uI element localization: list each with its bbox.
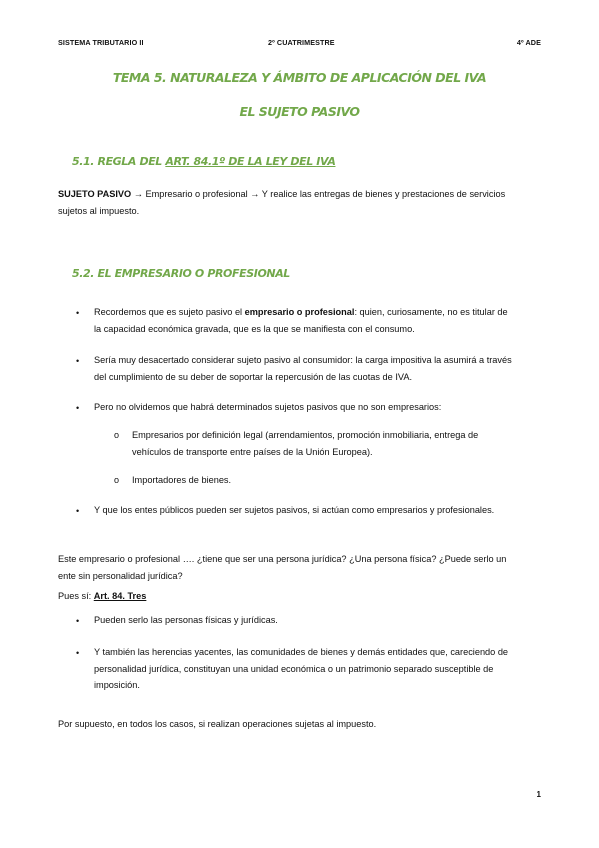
section-heading-prefix: 5.1. REGLA DEL xyxy=(72,155,166,168)
question-paragraph: Este empresario o profesional …. ¿tiene que ser una persona jurídica? ¿Una persona física? ¿Puede serlo un ente sin personalidad jurídica? xyxy=(58,554,507,581)
article-reference-link[interactable]: ART. 84.1º DE LA LEY DEL IVA xyxy=(165,155,336,168)
definition-line-2: sujetos al impuesto. xyxy=(58,205,140,216)
list-item: Y que los entes públicos pueden ser sujetos pasivos, si actúan como empresarios y profesionales. xyxy=(94,505,495,515)
section-heading-5-1 xyxy=(72,155,335,168)
bullet-icon: • xyxy=(76,403,80,413)
bullet-icon: • xyxy=(76,356,80,366)
page-number: 1 xyxy=(536,790,541,799)
empresario-term: empresario o profesional xyxy=(244,307,355,317)
section-heading-5-2: 5.2. EL EMPRESARIO O PROFESIONAL xyxy=(72,267,290,280)
header-course: 4º ADE xyxy=(516,38,541,47)
header-subject: SISTEMA TRIBUTARIO II xyxy=(58,38,144,47)
closing-paragraph: Por supuesto, en todos los casos, si realizan operaciones sujetas al impuesto. xyxy=(58,719,377,729)
sub-list-item: Empresarios por definición legal (arrendamientos, promoción inmobiliaria, entrega de vehículos de transporte entre países de la Unión Europea). xyxy=(132,430,479,457)
sub-bullet-icon: o xyxy=(114,475,120,485)
sub-list-item: Importadores de bienes. xyxy=(132,475,232,485)
art-84-tres-link[interactable]: Art. 84. Tres xyxy=(93,591,147,601)
header-term: 2º CUATRIMESTRE xyxy=(268,38,335,47)
bullet-icon: • xyxy=(76,308,80,318)
document-subtitle: EL SUJETO PASIVO xyxy=(239,104,360,119)
list-item: Pero no olvidemos que habrá determinados sujetos pasivos que no son empresarios: xyxy=(94,402,442,412)
list-item: Y también las herencias yacentes, las comunidades de bienes y demás entidades que, careciendo de personalidad jurídica, constituyan una unidad económica o un patrimonio separado susceptible de imposición. xyxy=(94,647,509,690)
sujeto-pasivo-term: SUJETO PASIVO xyxy=(58,189,132,199)
bullet-icon: • xyxy=(76,506,80,516)
bullet-icon: • xyxy=(76,616,80,626)
sub-bullet-icon: o xyxy=(114,430,120,440)
list-item: Pueden serlo las personas físicas y jurídicas. xyxy=(94,615,278,625)
document-title: TEMA 5. NATURALEZA Y ÁMBITO DE APLICACIÓN DEL IVA xyxy=(112,70,487,85)
list-item: Sería muy desacertado considerar sujeto pasivo al consumidor: la carga impositiva la asumirá a través del cumplimiento de su deber de soportar la repercusión de las cuotas de IVA. xyxy=(94,355,512,382)
pues-si-line: Pues sí: Art. 84. Tres xyxy=(58,591,147,601)
definition-line-1: → Empresario o profesional → Y realice las entregas de bienes y prestaciones de servicios xyxy=(131,189,506,199)
list-item: Recordemos que es sujeto pasivo el empresario o profesional: quien, curiosamente, no es titular de la capacidad económica gravada, que es la que se manifiesta con el consumo. xyxy=(94,307,508,334)
bullet-icon: • xyxy=(76,648,80,658)
sujeto-pasivo-definition xyxy=(58,186,543,219)
